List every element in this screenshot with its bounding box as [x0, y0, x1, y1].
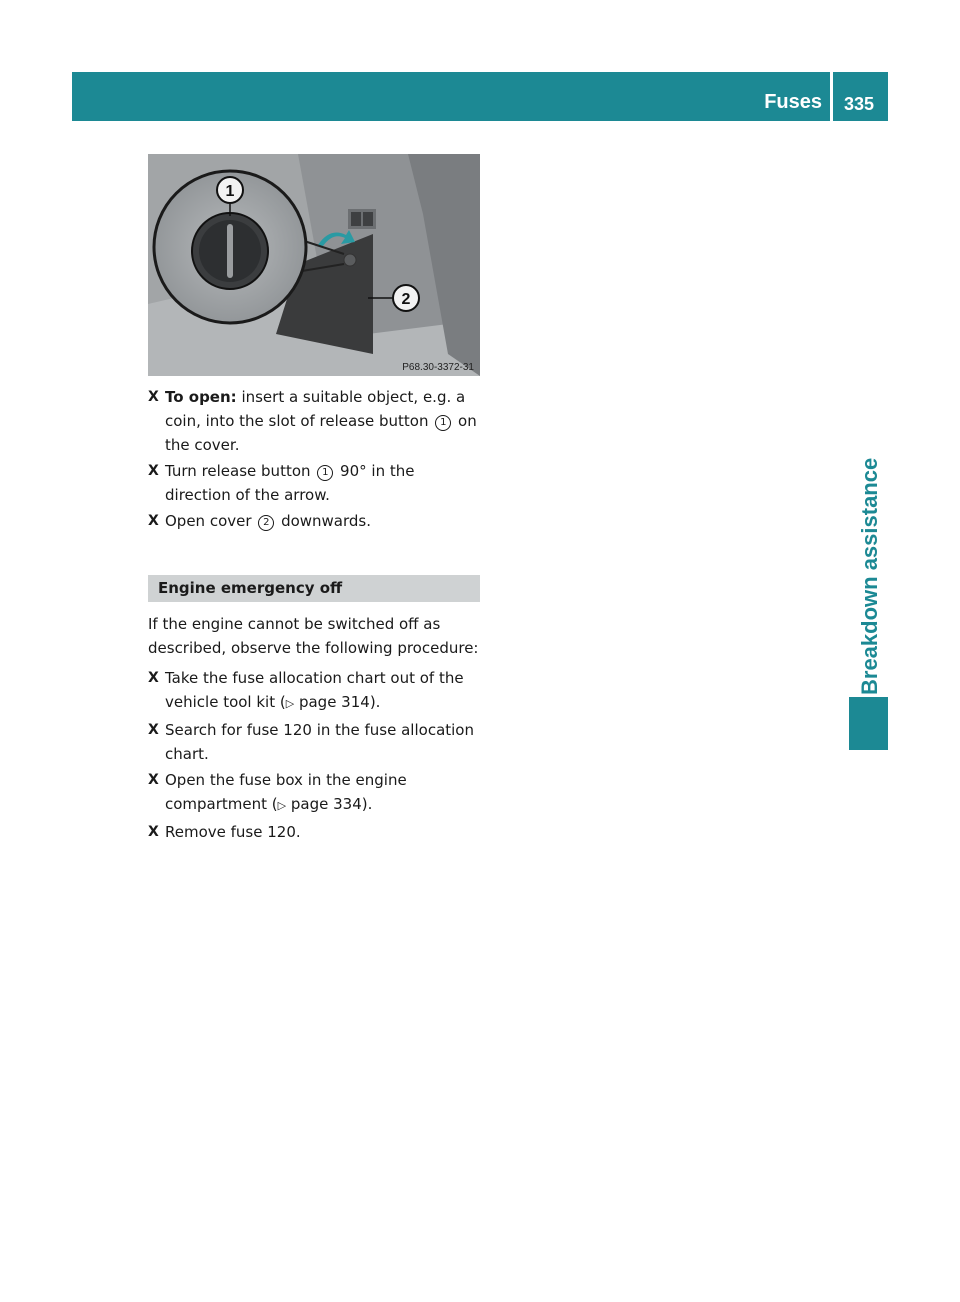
step-bold-label: To open:: [165, 388, 237, 406]
page-ref-icon: ▷: [277, 799, 287, 812]
step-text: Open cover: [165, 512, 257, 530]
image-code: P68.30-3372-31: [402, 362, 474, 373]
step-text: on the cover.: [165, 412, 477, 454]
callout-ref-1: 1: [435, 415, 451, 431]
release-button-slot: [227, 224, 233, 278]
cargo-cover-illustration: [148, 154, 480, 376]
step-text: Remove fuse 120.: [165, 823, 301, 841]
step-emergency-2: [148, 718, 483, 766]
step-arrow-icon: X: [148, 772, 159, 788]
header-title: Fuses: [764, 91, 822, 113]
step-text: Search for fuse 120 in the fuse allocation chart.: [165, 721, 474, 763]
step-emergency-4: [148, 820, 483, 844]
step-text: page 314).: [294, 693, 381, 711]
page-ref-icon: ▷: [285, 697, 295, 710]
callout-1-label: 1: [225, 183, 235, 200]
header-bar: [72, 72, 888, 121]
callout-2-label: 2: [401, 291, 411, 308]
header-divider: [830, 72, 833, 121]
step-arrow-icon: X: [148, 513, 159, 529]
callout-ref-1: 1: [317, 465, 333, 481]
step-text: Turn release button: [165, 462, 316, 480]
step-text: insert a suitable object, e.g. a coin, into the slot of release button: [165, 388, 466, 430]
illustration-svg: [148, 154, 480, 376]
step-arrow-icon: X: [148, 824, 159, 840]
side-tab-label: Breakdown assistance: [857, 457, 882, 695]
section-intro: If the engine cannot be switched off as described, observe the following procedure:: [148, 615, 479, 657]
step-arrow-icon: X: [148, 670, 159, 686]
step-text: page 334).: [286, 795, 373, 813]
step-text: Open the fuse box in the engine compartment (: [165, 771, 407, 813]
step-arrow-icon: X: [148, 463, 159, 479]
section-heading: Engine emergency off: [148, 575, 480, 602]
page-number: 335: [844, 94, 875, 114]
step-emergency-1: [148, 666, 483, 716]
step-emergency-3: [148, 768, 483, 818]
side-tab-marker: [849, 697, 888, 750]
main-content: [148, 385, 483, 846]
step-open-2: [148, 459, 483, 507]
step-text: downwards.: [276, 512, 372, 530]
step-open-1: [148, 385, 483, 457]
step-text: Take the fuse allocation chart out of the vehicle tool kit (: [165, 669, 464, 711]
step-arrow-icon: X: [148, 722, 159, 738]
step-arrow-icon: X: [148, 389, 159, 405]
step-open-3: [148, 509, 483, 533]
callout-ref-2: 2: [258, 515, 274, 531]
step-text: 90° in the direction of the arrow.: [165, 462, 415, 504]
